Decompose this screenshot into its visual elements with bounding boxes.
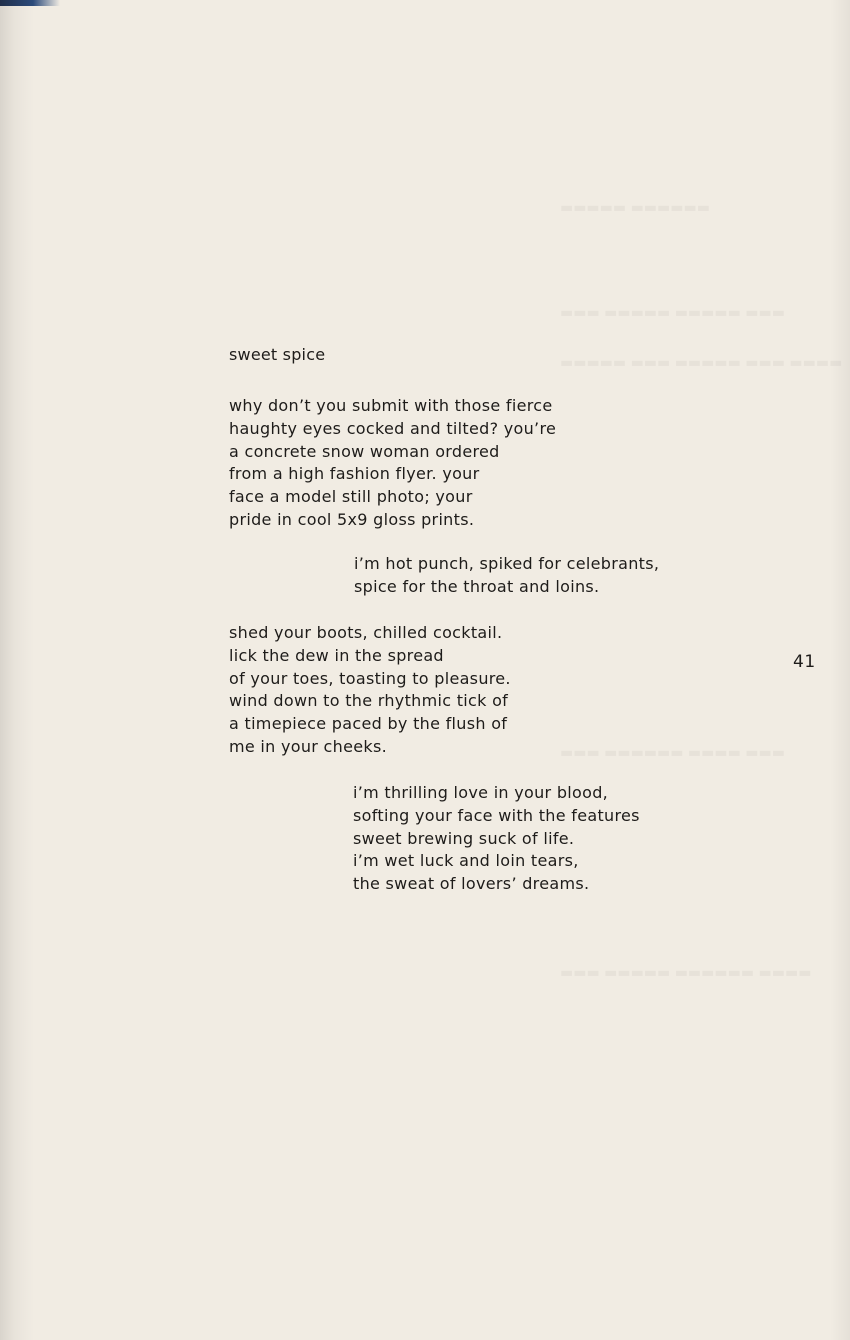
stanza xyxy=(353,782,640,896)
poem-line: face a model still photo; your xyxy=(229,487,473,507)
stanza xyxy=(354,553,659,599)
show-through-shadow: ▬▬▬ ▬▬▬▬▬ ▬▬▬▬▬ ▬▬▬ xyxy=(560,305,785,321)
stanza xyxy=(229,395,556,532)
poem-line: the sweat of lovers’ dreams. xyxy=(353,874,590,894)
poem-line: from a high fashion flyer. your xyxy=(229,464,480,484)
poem-line: pride in cool 5x9 gloss prints. xyxy=(229,509,475,529)
poem-line: a timepiece paced by the flush of xyxy=(229,714,508,734)
stanza xyxy=(229,622,511,759)
poem-line: softing your face with the features xyxy=(353,805,640,825)
poem-line: me in your cheeks. xyxy=(229,736,387,756)
poem-title: sweet spice xyxy=(229,345,326,364)
poem-line: i’m hot punch, spiked for celebrants, xyxy=(354,554,660,573)
poem-line: lick the dew in the spread xyxy=(229,645,444,665)
show-through-shadow: ▬▬▬ ▬▬▬▬ ▬▬▬▬▬▬ ▬▬▬ xyxy=(560,745,785,761)
show-through-shadow: ▬▬▬▬ ▬▬▬▬▬▬ ▬▬▬▬▬ ▬▬▬ xyxy=(560,965,812,981)
poem-line: of your toes, toasting to pleasure. xyxy=(229,668,511,688)
poem-line: sweet brewing suck of life. xyxy=(353,828,575,848)
show-through-shadow: ▬▬▬▬ ▬▬▬ ▬▬▬▬▬ ▬▬▬ ▬▬▬▬▬ xyxy=(560,355,843,371)
poem-line: i’m thrilling love in your blood, xyxy=(353,783,609,802)
poem-line: i’m wet luck and loin tears, xyxy=(353,851,579,871)
poem-line: wind down to the rhythmic tick of xyxy=(229,691,509,711)
poem-line: a concrete snow woman ordered xyxy=(229,441,500,461)
poem-line: spice for the throat and loins. xyxy=(354,576,600,596)
show-through-shadow: ▬▬▬▬▬▬ ▬▬▬▬▬ xyxy=(560,200,710,216)
poem-line: shed your boots, chilled cocktail. xyxy=(229,623,503,642)
scan-edge-mark xyxy=(0,0,60,6)
poem-line: why don’t you submit with those fierce xyxy=(229,396,553,415)
poem-line: haughty eyes cocked and tilted? you’re xyxy=(229,418,557,438)
page-number: 41 xyxy=(793,652,816,672)
